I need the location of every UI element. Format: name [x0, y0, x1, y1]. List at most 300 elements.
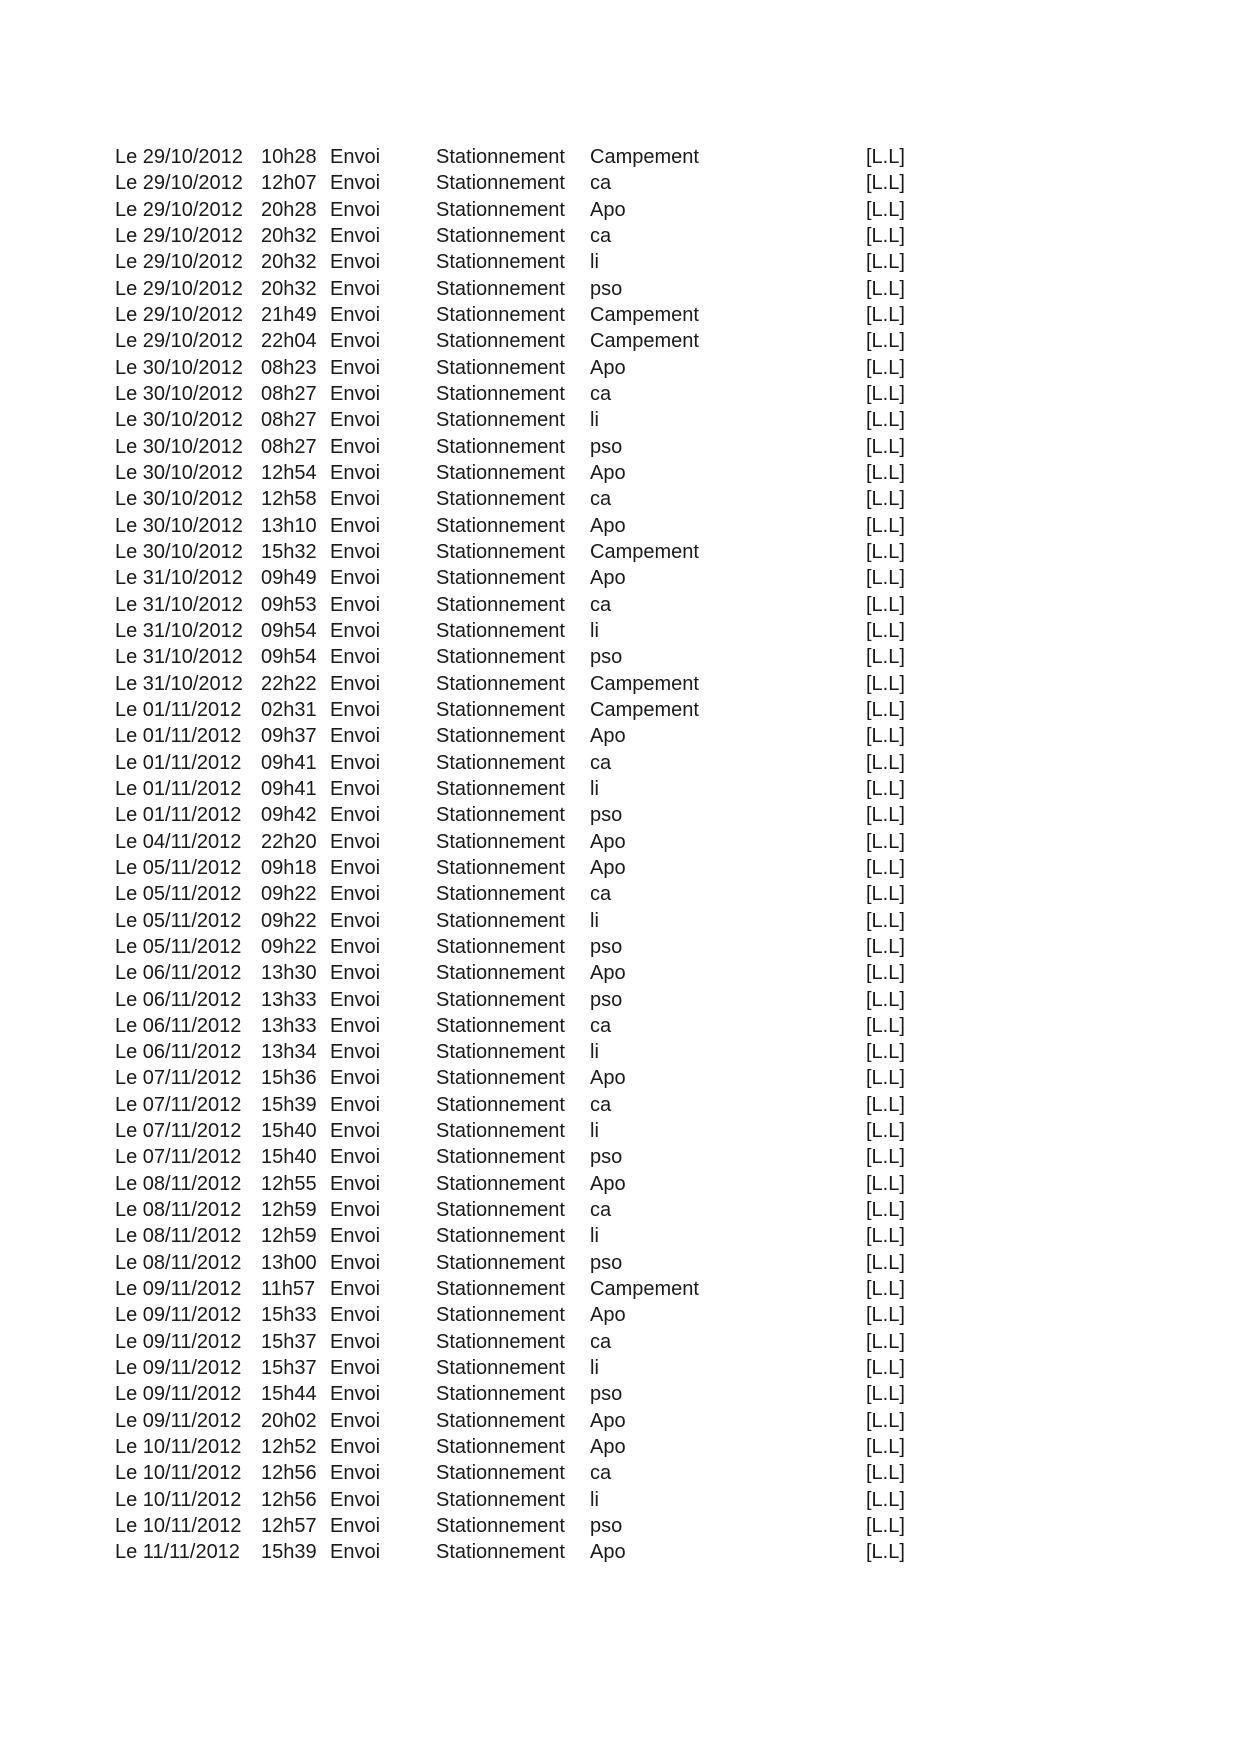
type-cell: Envoi — [330, 409, 381, 432]
type-cell: Envoi — [330, 1225, 381, 1248]
type-cell: Envoi — [330, 909, 381, 932]
table-row — [0, 1329, 1241, 1355]
time-cell: 22h04 — [261, 330, 317, 353]
table-row — [0, 434, 1241, 460]
value-cell: pso — [590, 988, 623, 1011]
time-cell: 12h57 — [261, 1515, 317, 1538]
source-cell: [L.L] — [866, 830, 905, 853]
date-cell: Le 29/10/2012 — [115, 146, 243, 168]
table-row — [0, 302, 1241, 328]
time-cell: 15h44 — [261, 1383, 317, 1406]
source-cell: [L.L] — [866, 593, 905, 616]
value-cell: ca — [590, 1093, 612, 1116]
time-cell: 22h20 — [261, 830, 317, 853]
table-row — [0, 197, 1241, 223]
type-cell: Envoi — [330, 1330, 381, 1353]
source-cell: [L.L] — [866, 804, 905, 827]
value-cell: li — [590, 409, 599, 432]
type-cell: Envoi — [330, 962, 381, 985]
category-cell: Stationnement — [436, 1515, 565, 1538]
date-cell: Le 04/11/2012 — [115, 830, 242, 853]
type-cell: Envoi — [330, 1304, 381, 1327]
time-cell: 15h39 — [261, 1541, 317, 1564]
type-cell: Envoi — [330, 172, 381, 195]
value-cell: Apo — [590, 1409, 626, 1432]
value-cell: Apo — [590, 1304, 626, 1327]
date-cell: Le 31/10/2012 — [115, 567, 243, 590]
date-cell: Le 30/10/2012 — [115, 461, 243, 484]
source-cell: [L.L] — [866, 1093, 905, 1116]
type-cell: Envoi — [330, 1436, 381, 1459]
value-cell: Apo — [590, 461, 626, 484]
type-cell: Envoi — [330, 1541, 381, 1564]
date-cell: Le 05/11/2012 — [115, 935, 242, 958]
category-cell: Stationnement — [436, 1541, 565, 1564]
category-cell: Stationnement — [436, 1357, 565, 1380]
time-cell: 08h27 — [261, 382, 317, 405]
category-cell: Stationnement — [436, 646, 565, 669]
time-cell: 09h42 — [261, 804, 317, 827]
source-cell: [L.L] — [866, 488, 905, 511]
time-cell: 15h33 — [261, 1304, 317, 1327]
table-row — [0, 1039, 1241, 1065]
date-cell: Le 31/10/2012 — [115, 593, 243, 616]
category-cell: Stationnement — [436, 935, 565, 958]
category-cell: Stationnement — [436, 1120, 565, 1143]
date-cell: Le 31/10/2012 — [115, 672, 243, 695]
value-cell: ca — [590, 382, 612, 405]
date-cell: Le 30/10/2012 — [115, 409, 243, 432]
type-cell: Envoi — [330, 1409, 381, 1432]
category-cell: Stationnement — [436, 435, 565, 458]
type-cell: Envoi — [330, 883, 381, 906]
table-row — [0, 355, 1241, 381]
time-cell: 09h54 — [261, 619, 317, 642]
value-cell: Apo — [590, 356, 626, 379]
value-cell: ca — [590, 488, 612, 511]
time-cell: 12h55 — [261, 1172, 317, 1195]
table-row — [0, 960, 1241, 986]
table-row — [0, 987, 1241, 1013]
source-cell: [L.L] — [866, 1541, 905, 1564]
date-cell: Le 05/11/2012 — [115, 909, 242, 932]
time-cell: 15h37 — [261, 1330, 317, 1353]
table-row — [0, 381, 1241, 407]
source-cell: [L.L] — [866, 883, 905, 906]
value-cell: li — [590, 909, 599, 932]
type-cell: Envoi — [330, 1120, 381, 1143]
date-cell: Le 09/11/2012 — [115, 1278, 242, 1301]
type-cell: Envoi — [330, 146, 381, 168]
date-cell: Le 06/11/2012 — [115, 988, 242, 1011]
type-cell: Envoi — [330, 330, 381, 353]
table-row — [0, 697, 1241, 723]
category-cell: Stationnement — [436, 988, 565, 1011]
table-row — [0, 1302, 1241, 1328]
date-cell: Le 10/11/2012 — [115, 1436, 242, 1459]
table-row — [0, 276, 1241, 302]
type-cell: Envoi — [330, 646, 381, 669]
category-cell: Stationnement — [436, 146, 565, 168]
source-cell: [L.L] — [866, 461, 905, 484]
date-cell: Le 10/11/2012 — [115, 1488, 242, 1511]
source-cell: [L.L] — [866, 146, 905, 168]
source-cell: [L.L] — [866, 1304, 905, 1327]
date-cell: Le 01/11/2012 — [115, 751, 242, 774]
table-row — [0, 1276, 1241, 1302]
category-cell: Stationnement — [436, 593, 565, 616]
table-row — [0, 934, 1241, 960]
time-cell: 20h32 — [261, 224, 317, 247]
value-cell: pso — [590, 1146, 623, 1169]
date-cell: Le 29/10/2012 — [115, 224, 243, 247]
time-cell: 09h22 — [261, 909, 317, 932]
date-cell: Le 29/10/2012 — [115, 330, 243, 353]
type-cell: Envoi — [330, 619, 381, 642]
date-cell: Le 30/10/2012 — [115, 488, 243, 511]
category-cell: Stationnement — [436, 514, 565, 537]
table-row — [0, 1092, 1241, 1118]
table-row — [0, 223, 1241, 249]
type-cell: Envoi — [330, 1067, 381, 1090]
value-cell: Apo — [590, 1436, 626, 1459]
type-cell: Envoi — [330, 540, 381, 563]
date-cell: Le 09/11/2012 — [115, 1409, 242, 1432]
date-cell: Le 09/11/2012 — [115, 1357, 242, 1380]
value-cell: pso — [590, 435, 623, 458]
category-cell: Stationnement — [436, 172, 565, 195]
value-cell: li — [590, 1225, 599, 1248]
value-cell: Apo — [590, 1172, 626, 1195]
category-cell: Stationnement — [436, 1383, 565, 1406]
value-cell: ca — [590, 1199, 612, 1222]
time-cell: 08h23 — [261, 356, 317, 379]
type-cell: Envoi — [330, 356, 381, 379]
value-cell: li — [590, 1120, 599, 1143]
category-cell: Stationnement — [436, 382, 565, 405]
table-row — [0, 144, 1241, 170]
source-cell: [L.L] — [866, 409, 905, 432]
source-cell: [L.L] — [866, 514, 905, 537]
date-cell: Le 29/10/2012 — [115, 277, 243, 300]
time-cell: 12h54 — [261, 461, 317, 484]
value-cell: Apo — [590, 1067, 626, 1090]
value-cell: pso — [590, 1251, 623, 1274]
source-cell: [L.L] — [866, 777, 905, 800]
type-cell: Envoi — [330, 1278, 381, 1301]
value-cell: pso — [590, 935, 623, 958]
time-cell: 09h54 — [261, 646, 317, 669]
date-cell: Le 01/11/2012 — [115, 804, 242, 827]
source-cell: [L.L] — [866, 277, 905, 300]
date-cell: Le 30/10/2012 — [115, 514, 243, 537]
table-row — [0, 618, 1241, 644]
type-cell: Envoi — [330, 1462, 381, 1485]
category-cell: Stationnement — [436, 1251, 565, 1274]
source-cell: [L.L] — [866, 1120, 905, 1143]
date-cell: Le 30/10/2012 — [115, 382, 243, 405]
table-row — [0, 1513, 1241, 1539]
table-row — [0, 802, 1241, 828]
time-cell: 13h33 — [261, 988, 317, 1011]
source-cell: [L.L] — [866, 435, 905, 458]
date-cell: Le 08/11/2012 — [115, 1199, 242, 1222]
source-cell: [L.L] — [866, 1041, 905, 1064]
source-cell: [L.L] — [866, 1251, 905, 1274]
type-cell: Envoi — [330, 751, 381, 774]
type-cell: Envoi — [330, 672, 381, 695]
table-row — [0, 908, 1241, 934]
source-cell: [L.L] — [866, 172, 905, 195]
category-cell: Stationnement — [436, 672, 565, 695]
source-cell: [L.L] — [866, 1515, 905, 1538]
category-cell: Stationnement — [436, 1041, 565, 1064]
value-cell: Campement — [590, 146, 699, 168]
time-cell: 09h41 — [261, 777, 317, 800]
type-cell: Envoi — [330, 488, 381, 511]
date-cell: Le 09/11/2012 — [115, 1304, 242, 1327]
source-cell: [L.L] — [866, 1488, 905, 1511]
category-cell: Stationnement — [436, 251, 565, 274]
source-cell: [L.L] — [866, 909, 905, 932]
category-cell: Stationnement — [436, 1304, 565, 1327]
source-cell: [L.L] — [866, 1409, 905, 1432]
type-cell: Envoi — [330, 593, 381, 616]
value-cell: li — [590, 777, 599, 800]
type-cell: Envoi — [330, 856, 381, 879]
table-row — [0, 881, 1241, 907]
source-cell: [L.L] — [866, 1330, 905, 1353]
date-cell: Le 06/11/2012 — [115, 1041, 242, 1064]
date-cell: Le 10/11/2012 — [115, 1462, 242, 1485]
time-cell: 12h52 — [261, 1436, 317, 1459]
table-row — [0, 776, 1241, 802]
time-cell: 15h36 — [261, 1067, 317, 1090]
date-cell: Le 29/10/2012 — [115, 198, 243, 221]
time-cell: 09h22 — [261, 883, 317, 906]
table-row — [0, 1197, 1241, 1223]
value-cell: Apo — [590, 198, 626, 221]
category-cell: Stationnement — [436, 777, 565, 800]
source-cell: [L.L] — [866, 725, 905, 748]
date-cell: Le 30/10/2012 — [115, 356, 243, 379]
date-cell: Le 29/10/2012 — [115, 251, 243, 274]
source-cell: [L.L] — [866, 1436, 905, 1459]
category-cell: Stationnement — [436, 1199, 565, 1222]
time-cell: 22h22 — [261, 672, 317, 695]
time-cell: 15h39 — [261, 1093, 317, 1116]
date-cell: Le 09/11/2012 — [115, 1330, 242, 1353]
table-row — [0, 1065, 1241, 1091]
time-cell: 15h40 — [261, 1146, 317, 1169]
type-cell: Envoi — [330, 1093, 381, 1116]
type-cell: Envoi — [330, 1172, 381, 1195]
date-cell: Le 06/11/2012 — [115, 962, 242, 985]
source-cell: [L.L] — [866, 1067, 905, 1090]
category-cell: Stationnement — [436, 1462, 565, 1485]
category-cell: Stationnement — [436, 567, 565, 590]
type-cell: Envoi — [330, 725, 381, 748]
type-cell: Envoi — [330, 1014, 381, 1037]
type-cell: Envoi — [330, 224, 381, 247]
time-cell: 13h10 — [261, 514, 317, 537]
time-cell: 09h41 — [261, 751, 317, 774]
time-cell: 20h02 — [261, 1409, 317, 1432]
category-cell: Stationnement — [436, 830, 565, 853]
date-cell: Le 31/10/2012 — [115, 646, 243, 669]
value-cell: Campement — [590, 698, 699, 721]
table-row — [0, 170, 1241, 196]
category-cell: Stationnement — [436, 1067, 565, 1090]
time-cell: 09h49 — [261, 567, 317, 590]
category-cell: Stationnement — [436, 198, 565, 221]
time-cell: 20h32 — [261, 277, 317, 300]
source-cell: [L.L] — [866, 224, 905, 247]
table-row — [0, 671, 1241, 697]
type-cell: Envoi — [330, 1146, 381, 1169]
category-cell: Stationnement — [436, 277, 565, 300]
log-table — [0, 144, 1241, 1566]
value-cell: Apo — [590, 725, 626, 748]
table-row — [0, 1144, 1241, 1170]
table-row — [0, 249, 1241, 275]
table-row — [0, 1381, 1241, 1407]
time-cell: 12h58 — [261, 488, 317, 511]
type-cell: Envoi — [330, 514, 381, 537]
category-cell: Stationnement — [436, 725, 565, 748]
value-cell: ca — [590, 593, 612, 616]
time-cell: 12h59 — [261, 1225, 317, 1248]
date-cell: Le 07/11/2012 — [115, 1146, 242, 1169]
value-cell: Apo — [590, 514, 626, 537]
category-cell: Stationnement — [436, 883, 565, 906]
value-cell: li — [590, 1488, 599, 1511]
value-cell: Apo — [590, 856, 626, 879]
table-row — [0, 1118, 1241, 1144]
table-row — [0, 829, 1241, 855]
category-cell: Stationnement — [436, 1409, 565, 1432]
time-cell: 09h18 — [261, 856, 317, 879]
source-cell: [L.L] — [866, 698, 905, 721]
date-cell: Le 08/11/2012 — [115, 1172, 242, 1195]
table-row — [0, 1408, 1241, 1434]
type-cell: Envoi — [330, 1357, 381, 1380]
source-cell: [L.L] — [866, 935, 905, 958]
category-cell: Stationnement — [436, 1436, 565, 1459]
type-cell: Envoi — [330, 435, 381, 458]
time-cell: 08h27 — [261, 435, 317, 458]
value-cell: li — [590, 1357, 599, 1380]
value-cell: Campement — [590, 330, 699, 353]
time-cell: 20h32 — [261, 251, 317, 274]
value-cell: Apo — [590, 962, 626, 985]
type-cell: Envoi — [330, 567, 381, 590]
type-cell: Envoi — [330, 382, 381, 405]
source-cell: [L.L] — [866, 1225, 905, 1248]
table-row — [0, 723, 1241, 749]
value-cell: ca — [590, 1014, 612, 1037]
source-cell: [L.L] — [866, 1357, 905, 1380]
category-cell: Stationnement — [436, 1014, 565, 1037]
value-cell: ca — [590, 1462, 612, 1485]
date-cell: Le 29/10/2012 — [115, 303, 243, 326]
time-cell: 08h27 — [261, 409, 317, 432]
category-cell: Stationnement — [436, 909, 565, 932]
date-cell: Le 07/11/2012 — [115, 1120, 242, 1143]
source-cell: [L.L] — [866, 1014, 905, 1037]
source-cell: [L.L] — [866, 382, 905, 405]
category-cell: Stationnement — [436, 856, 565, 879]
type-cell: Envoi — [330, 1199, 381, 1222]
category-cell: Stationnement — [436, 1172, 565, 1195]
time-cell: 10h28 — [261, 146, 317, 168]
category-cell: Stationnement — [436, 303, 565, 326]
value-cell: Apo — [590, 567, 626, 590]
type-cell: Envoi — [330, 1251, 381, 1274]
source-cell: [L.L] — [866, 540, 905, 563]
source-cell: [L.L] — [866, 356, 905, 379]
value-cell: ca — [590, 172, 612, 195]
category-cell: Stationnement — [436, 1146, 565, 1169]
time-cell: 20h28 — [261, 198, 317, 221]
type-cell: Envoi — [330, 1488, 381, 1511]
category-cell: Stationnement — [436, 962, 565, 985]
source-cell: [L.L] — [866, 567, 905, 590]
value-cell: Apo — [590, 1541, 626, 1564]
time-cell: 09h22 — [261, 935, 317, 958]
value-cell: ca — [590, 224, 612, 247]
category-cell: Stationnement — [436, 330, 565, 353]
value-cell: pso — [590, 646, 623, 669]
category-cell: Stationnement — [436, 1278, 565, 1301]
date-cell: Le 29/10/2012 — [115, 172, 243, 195]
time-cell: 09h37 — [261, 725, 317, 748]
time-cell: 13h33 — [261, 1014, 317, 1037]
value-cell: li — [590, 251, 599, 274]
time-cell: 21h49 — [261, 303, 317, 326]
date-cell: Le 05/11/2012 — [115, 883, 242, 906]
date-cell: Le 05/11/2012 — [115, 856, 242, 879]
time-cell: 13h00 — [261, 1251, 317, 1274]
category-cell: Stationnement — [436, 698, 565, 721]
category-cell: Stationnement — [436, 1330, 565, 1353]
source-cell: [L.L] — [866, 330, 905, 353]
date-cell: Le 30/10/2012 — [115, 435, 243, 458]
time-cell: 15h32 — [261, 540, 317, 563]
source-cell: [L.L] — [866, 646, 905, 669]
time-cell: 02h31 — [261, 698, 317, 721]
table-row — [0, 1355, 1241, 1381]
source-cell: [L.L] — [866, 1146, 905, 1169]
type-cell: Envoi — [330, 698, 381, 721]
time-cell: 12h07 — [261, 172, 317, 195]
table-row — [0, 1539, 1241, 1565]
value-cell: ca — [590, 1330, 612, 1353]
source-cell: [L.L] — [866, 303, 905, 326]
source-cell: [L.L] — [866, 1172, 905, 1195]
date-cell: Le 30/10/2012 — [115, 540, 243, 563]
date-cell: Le 08/11/2012 — [115, 1225, 242, 1248]
category-cell: Stationnement — [436, 1225, 565, 1248]
category-cell: Stationnement — [436, 751, 565, 774]
date-cell: Le 01/11/2012 — [115, 698, 242, 721]
source-cell: [L.L] — [866, 619, 905, 642]
table-row — [0, 460, 1241, 486]
value-cell: Campement — [590, 303, 699, 326]
date-cell: Le 31/10/2012 — [115, 619, 243, 642]
time-cell: 12h56 — [261, 1462, 317, 1485]
value-cell: li — [590, 619, 599, 642]
